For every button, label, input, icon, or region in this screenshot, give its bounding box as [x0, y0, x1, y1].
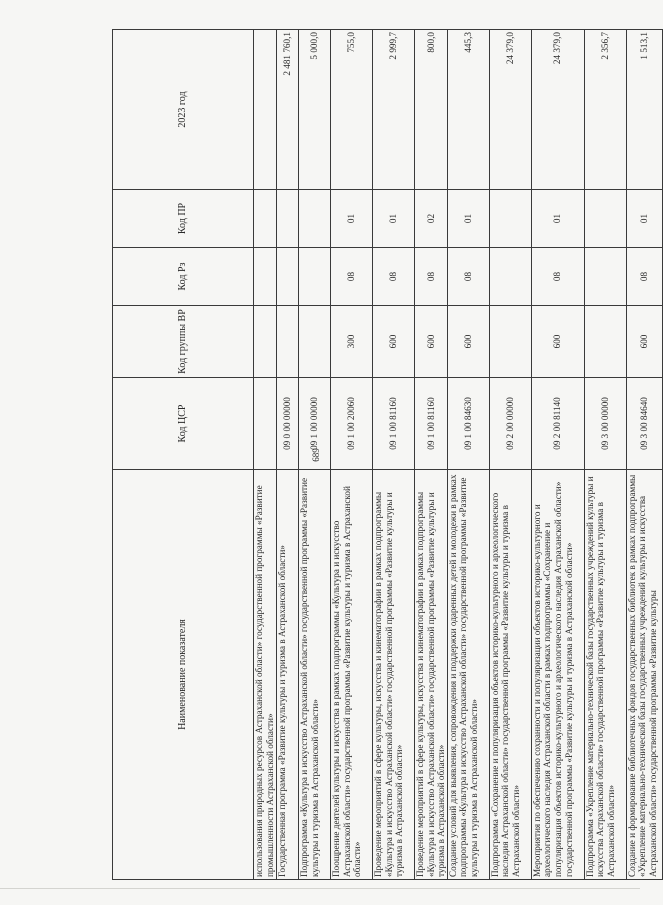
cell-vr	[277, 306, 299, 378]
table-row	[277, 30, 299, 880]
header-rz: Код Рз	[113, 248, 254, 306]
cell-name: Подпрограмма «Сохранение и популяризация объектов историко-культурного и археологического наследия Астраханской области» государственной программы «Развитие культуры и туризма в Астраханской области»	[489, 470, 531, 880]
table-row	[489, 30, 531, 880]
cell-rz: 08	[626, 248, 662, 306]
cell-amount: 2 481 760,1	[277, 30, 299, 190]
table-row	[299, 30, 331, 880]
header-pr: Код ПР	[113, 190, 254, 248]
table-row	[254, 30, 277, 880]
cell-rz	[489, 248, 531, 306]
cell-rz	[584, 248, 626, 306]
cell-pr: 02	[415, 190, 448, 248]
cell-vr: 600	[531, 306, 584, 378]
cell-name: Государственная программа «Развитие культуры и туризма в Астраханской области»	[277, 470, 299, 880]
cell-name: Создание условий для выявления, сопровождения и поддержки одаренных детей и молодежи в рамках подпрограммы «Культура и искусство Астраханской области» государственной программы «Развитие культуры и туризма в Астраханской области»	[447, 470, 489, 880]
cell-amount: 24 379,0	[531, 30, 584, 190]
cell-amount: 2 999,7	[373, 30, 415, 190]
cell-name: Подпрограмма «Культура и искусство Астраханской области» государственной программы «Развитие культуры и туризма в Астраханской области»	[299, 470, 331, 880]
cell-pr	[489, 190, 531, 248]
table-row	[373, 30, 415, 880]
cell-amount: 5 000,0	[299, 30, 331, 190]
cell-vr: 600	[626, 306, 662, 378]
cell-rz	[254, 248, 277, 306]
cell-pr	[299, 190, 331, 248]
cell-rz	[277, 248, 299, 306]
cell-amount: 445,3	[447, 30, 489, 190]
cell-csr: 09 1 00 84630	[447, 378, 489, 470]
cell-name: Проведение мероприятий в сфере культуры, искусства и кинематографии в рамках подпрограммы «Культура и искусство Астраханской области» государственной программы «Развитие культуры и туризма в Астраханской области»	[373, 470, 415, 880]
cell-csr: 09 3 00 00000	[584, 378, 626, 470]
cell-amount	[254, 30, 277, 190]
table-row	[584, 30, 626, 880]
cell-rz: 08	[447, 248, 489, 306]
cell-csr: 09 0 00 00000	[277, 378, 299, 470]
table-row	[331, 30, 373, 880]
table-row	[626, 30, 662, 880]
cell-pr: 01	[331, 190, 373, 248]
cell-name: Подпрограмма «Укрепление материально-технической базы государственных учреждений культуры и искусства Астраханской области» государственной программы «Развитие культуры и туризма в Астраханской области»	[584, 470, 626, 880]
cell-amount: 1 513,1	[626, 30, 662, 190]
cell-vr	[254, 306, 277, 378]
cell-rz: 08	[531, 248, 584, 306]
cell-rz: 08	[331, 248, 373, 306]
cell-amount: 24 379,0	[489, 30, 531, 190]
budget-table	[112, 29, 663, 880]
cell-rz	[299, 248, 331, 306]
cell-csr: 09 1 00 20060	[331, 378, 373, 470]
cell-name: Проведение мероприятий в сфере культуры, искусства и кинематографии в рамках подпрограммы «Культура и искусство Астраханской области» государственной программы «Развитие культуры и туризма в Астраханской области»	[415, 470, 448, 880]
cell-csr: 09 1 00 81160	[415, 378, 448, 470]
cell-rz: 08	[415, 248, 448, 306]
cell-vr	[299, 306, 331, 378]
header-name: Наименование показателя	[113, 470, 254, 880]
cell-name: использования природных ресурсов Астраханской области» государственной программы «Развитие промышленности Астраханской области»	[254, 470, 277, 880]
table-row	[415, 30, 448, 880]
cell-vr	[584, 306, 626, 378]
table-header-row	[113, 30, 254, 880]
cell-pr: 01	[626, 190, 662, 248]
table-row	[531, 30, 584, 880]
table-body	[254, 30, 663, 880]
cell-pr	[584, 190, 626, 248]
cell-pr: 01	[531, 190, 584, 248]
cell-csr: 09 2 00 00000	[489, 378, 531, 470]
cell-csr: 09 1 00 00000	[299, 378, 331, 470]
cell-pr	[254, 190, 277, 248]
cell-vr: 600	[373, 306, 415, 378]
cell-vr: 300	[331, 306, 373, 378]
cell-pr: 01	[447, 190, 489, 248]
scan-edge-line	[0, 888, 640, 889]
cell-amount: 755,0	[331, 30, 373, 190]
cell-name: Поощрение деятелей культуры и искусства в рамках подпрограммы «Культура и искусство Астраханской области» государственной программы «Развитие культуры и туризма в Астраханской области»	[331, 470, 373, 880]
page-number: 689	[311, 448, 321, 462]
table-row	[447, 30, 489, 880]
cell-vr	[489, 306, 531, 378]
header-csr: Код ЦСР	[113, 378, 254, 470]
cell-csr: 09 1 00 81160	[373, 378, 415, 470]
cell-pr	[277, 190, 299, 248]
cell-pr: 01	[373, 190, 415, 248]
cell-amount: 800,0	[415, 30, 448, 190]
cell-name: Мероприятия по обеспечению сохранности и популяризации объектов историко-культурного и археологического наследия Астраханской области в рамках подпрограммы «Сохранение и популяризация объектов историко-культурного и археологического наследия Астраханской области» государственной программы «Развитие культуры и туризма в Астраханской области»	[531, 470, 584, 880]
cell-csr: 09 3 00 84640	[626, 378, 662, 470]
rotated-table-wrapper	[112, 32, 658, 880]
cell-csr	[254, 378, 277, 470]
header-vr: Код группы ВР	[113, 306, 254, 378]
cell-name: Создание и формирование библиотечных фондов государственных библиотек в рамках подпрограммы «Укрепление материально-технической базы государственных учреждений культуры и искусства Астраханской области» государственной программы «Развитие культуры	[626, 470, 662, 880]
cell-vr: 600	[447, 306, 489, 378]
cell-csr: 09 2 00 81140	[531, 378, 584, 470]
cell-vr: 600	[415, 306, 448, 378]
cell-amount: 2 356,7	[584, 30, 626, 190]
cell-rz: 08	[373, 248, 415, 306]
header-amount: 2023 год	[113, 30, 254, 190]
